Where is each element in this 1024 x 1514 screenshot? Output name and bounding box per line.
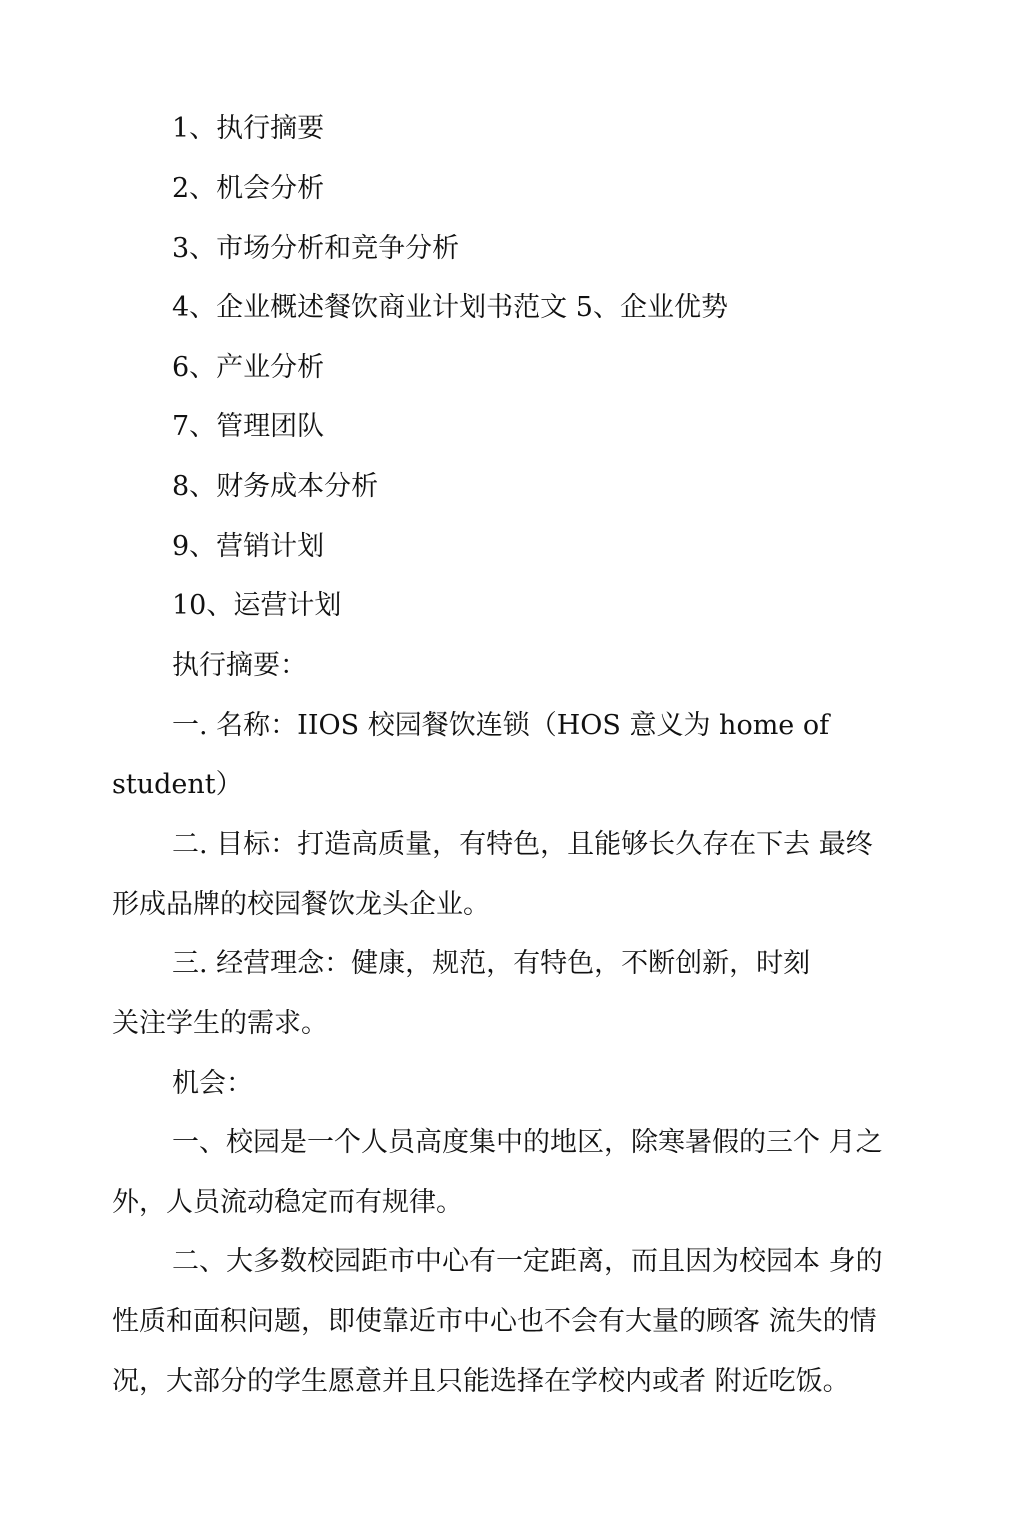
exec-summary-concept-line1: 三. 经营理念：健康，规范，有特色，不断创新，时刻: [172, 948, 811, 979]
toc-item-8: 8、财务成本分析: [172, 471, 379, 502]
exec-summary-goal-line2: 形成品牌的校园餐饮龙头企业。: [112, 889, 490, 920]
toc-item-1: 1、执行摘要: [172, 113, 325, 144]
opportunity-p2-line2: 性质和面积问题，即使靠近市中心也不会有大量的顾客 流失的情: [112, 1306, 877, 1337]
toc-item-4: 4、企业概述餐饮商业计划书范文 5、企业优势: [172, 292, 728, 323]
toc-item-6: 6、产业分析: [172, 352, 325, 383]
toc-item-7: 7、管理团队: [172, 411, 325, 442]
exec-summary-concept-line2: 关注学生的需求。: [112, 1008, 328, 1039]
toc-item-10: 10、运营计划: [172, 590, 342, 621]
opportunity-p1-line2: 外，人员流动稳定而有规律。: [112, 1187, 463, 1218]
toc-item-3: 3、市场分析和竞争分析: [172, 233, 460, 264]
exec-summary-heading: 执行摘要：: [172, 650, 307, 681]
toc-item-9: 9、营销计划: [172, 531, 325, 562]
opportunity-p2-line1: 二、大多数校园距市中心有一定距离，而且因为校园本 身的: [172, 1246, 883, 1277]
opportunity-p1-line1: 一、校园是一个人员高度集中的地区，除寒暑假的三个 月之: [172, 1127, 883, 1158]
exec-summary-name-line1: 一. 名称：IIOS 校园餐饮连锁（HOS 意义为 home of: [172, 710, 830, 741]
opportunity-p2-line3: 况，大部分的学生愿意并且只能选择在学校内或者 附近吃饭。: [112, 1366, 850, 1397]
opportunity-heading: 机会：: [172, 1068, 253, 1099]
toc-item-2: 2、机会分析: [172, 173, 325, 204]
exec-summary-name-line2: student）: [112, 769, 243, 800]
exec-summary-goal-line1: 二. 目标：打造高质量，有特色，且能够长久存在下去 最终: [172, 829, 873, 860]
